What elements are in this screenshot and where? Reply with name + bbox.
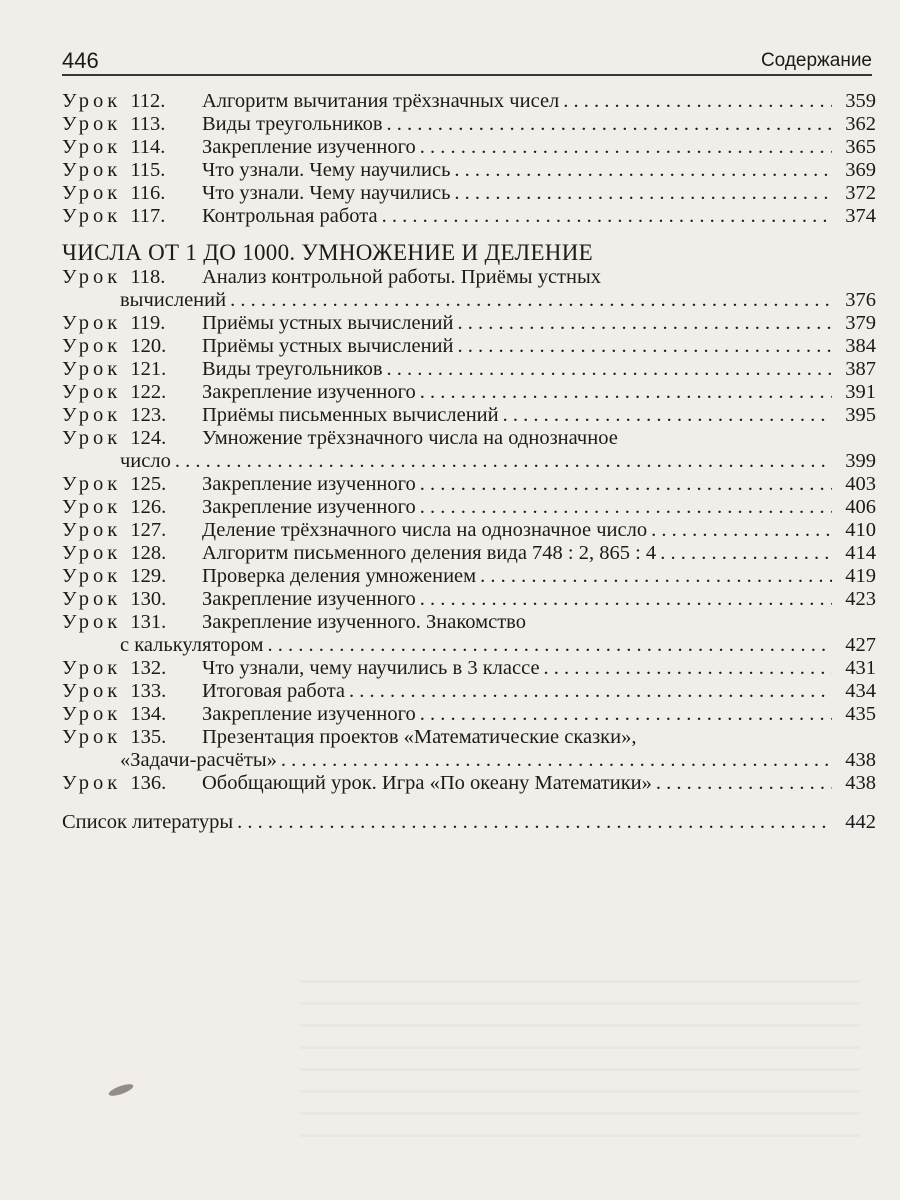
dot-leader xyxy=(267,634,832,657)
lesson-word: Урок xyxy=(62,312,122,334)
lesson-word: Урок xyxy=(62,772,122,794)
lesson-word: Урок xyxy=(62,136,122,158)
dot-leader xyxy=(230,289,832,312)
lesson-label xyxy=(62,113,202,136)
toc-entry[interactable] xyxy=(62,113,876,136)
lesson-word: Урок xyxy=(62,726,122,748)
toc-entry[interactable] xyxy=(62,726,876,749)
lesson-word: Урок xyxy=(62,496,122,518)
lesson-title: Закрепление изученного xyxy=(202,496,416,518)
lesson-title: Приёмы письменных вычислений xyxy=(202,404,499,426)
bibliography-page: 442 xyxy=(845,811,876,833)
lesson-label xyxy=(62,657,202,680)
lesson-number: 131. xyxy=(130,611,167,633)
toc-block-previous-section xyxy=(62,90,876,228)
page-ref: 435 xyxy=(845,703,876,725)
toc-entry-continuation[interactable] xyxy=(62,749,876,772)
dot-leader xyxy=(387,358,832,381)
page-ref: 395 xyxy=(845,404,876,426)
dot-leader xyxy=(387,113,832,136)
lesson-word: Урок xyxy=(62,542,122,564)
page-ref: 399 xyxy=(845,450,876,472)
page-ref: 406 xyxy=(845,496,876,518)
lesson-label xyxy=(62,404,202,427)
lesson-title: Анализ контрольной работы. Приёмы устных xyxy=(202,266,601,288)
lesson-number: 128. xyxy=(130,542,167,564)
lesson-number: 119. xyxy=(130,312,166,334)
dot-leader xyxy=(420,588,832,611)
lesson-number: 135. xyxy=(130,726,167,748)
lesson-title: Умножение трёхзначного числа на однозначное xyxy=(202,427,618,449)
table-of-contents xyxy=(62,90,876,834)
lesson-title: Закрепление изученного xyxy=(202,588,416,610)
toc-entry[interactable] xyxy=(62,519,876,542)
page-ref: 419 xyxy=(845,565,876,587)
lesson-title: Виды треугольников xyxy=(202,358,383,380)
lesson-word: Урок xyxy=(62,335,122,357)
lesson-label xyxy=(62,182,202,205)
dot-leader xyxy=(454,159,832,182)
lesson-number: 115. xyxy=(130,159,166,181)
lesson-number: 120. xyxy=(130,335,167,357)
toc-entry[interactable] xyxy=(62,404,876,427)
lesson-title: Что узнали. Чему научились xyxy=(202,159,451,181)
lesson-number: 121. xyxy=(130,358,167,380)
lesson-title: Презентация проектов «Математические сказки», xyxy=(202,726,637,748)
lesson-word: Урок xyxy=(62,159,122,181)
page-number: 446 xyxy=(62,48,99,73)
lesson-word: Урок xyxy=(62,588,122,610)
page-ref: 384 xyxy=(845,335,876,357)
lesson-title: Проверка деления умножением xyxy=(202,565,477,587)
lesson-word: Урок xyxy=(62,381,122,403)
lesson-word: Урок xyxy=(62,519,122,541)
dot-leader xyxy=(544,657,832,680)
dot-leader xyxy=(420,381,832,404)
lesson-number: 136. xyxy=(130,772,167,794)
lesson-label xyxy=(62,772,202,795)
lesson-word: Урок xyxy=(62,565,122,587)
lesson-title: Обобщающий урок. Игра «По океану Математики» xyxy=(202,772,652,794)
lesson-number: 113. xyxy=(130,113,166,135)
toc-entry[interactable] xyxy=(62,427,876,450)
lesson-title-cont: «Задачи-расчёты» xyxy=(120,749,277,771)
toc-entry[interactable] xyxy=(62,542,876,565)
toc-entry[interactable] xyxy=(62,496,876,519)
lesson-title-cont: число xyxy=(120,450,171,472)
lesson-title: Виды треугольников xyxy=(202,113,383,135)
lesson-number: 134. xyxy=(130,703,167,725)
lesson-title: Приёмы устных вычислений xyxy=(202,312,454,334)
dot-leader xyxy=(503,404,832,427)
bibliography-entry[interactable] xyxy=(62,811,876,834)
lesson-label xyxy=(62,312,202,335)
lesson-title: Итоговая работа xyxy=(202,680,346,702)
page-ref: 427 xyxy=(845,634,876,656)
toc-entry[interactable] xyxy=(62,381,876,404)
dot-leader xyxy=(480,565,832,588)
lesson-word: Урок xyxy=(62,182,122,204)
page-ref: 434 xyxy=(845,680,876,702)
running-title: Содержание xyxy=(760,50,872,71)
lesson-label xyxy=(62,726,202,749)
lesson-word: Урок xyxy=(62,611,122,633)
lesson-label xyxy=(62,335,202,358)
toc-entry[interactable] xyxy=(62,358,876,381)
lesson-word: Урок xyxy=(62,473,122,495)
lesson-word: Урок xyxy=(62,358,122,380)
lesson-number: 112. xyxy=(130,90,166,112)
lesson-word: Урок xyxy=(62,266,122,288)
lesson-label xyxy=(62,496,202,519)
lesson-title: Закрепление изученного. Знакомство xyxy=(202,611,526,633)
lesson-label xyxy=(62,519,202,542)
dot-leader xyxy=(420,473,832,496)
toc-entry[interactable] xyxy=(62,335,876,358)
dot-leader xyxy=(420,496,832,519)
lesson-word: Урок xyxy=(62,703,122,725)
lesson-label xyxy=(62,381,202,404)
lesson-label xyxy=(62,680,202,703)
page-ref: 414 xyxy=(845,542,876,564)
lesson-label xyxy=(62,611,202,634)
lesson-title: Закрепление изученного xyxy=(202,473,416,495)
toc-entry[interactable] xyxy=(62,565,876,588)
toc-entry[interactable] xyxy=(62,90,876,113)
page-ref: 374 xyxy=(845,205,876,227)
lesson-word: Урок xyxy=(62,657,122,679)
page-ref: 369 xyxy=(845,159,876,181)
lesson-number: 129. xyxy=(130,565,167,587)
page-ref: 387 xyxy=(845,358,876,380)
lesson-number: 130. xyxy=(130,588,167,610)
lesson-number: 122. xyxy=(130,381,167,403)
lesson-word: Урок xyxy=(62,205,122,227)
bibliography-title: Список литературы xyxy=(62,811,234,833)
lesson-word: Урок xyxy=(62,113,122,135)
lesson-title: Что узнали. Чему научились xyxy=(202,182,451,204)
lesson-title: Что узнали, чему научились в 3 классе xyxy=(202,657,540,679)
lesson-label xyxy=(62,565,202,588)
toc-block-section xyxy=(62,266,876,795)
dot-leader xyxy=(420,136,832,159)
lesson-title: Приёмы устных вычислений xyxy=(202,335,454,357)
dot-leader xyxy=(563,90,832,113)
toc-entry[interactable] xyxy=(62,136,876,159)
dot-leader xyxy=(420,703,832,726)
lesson-number: 126. xyxy=(130,496,167,518)
section-heading: ЧИСЛА ОТ 1 ДО 1000. УМНОЖЕНИЕ И ДЕЛЕНИЕ xyxy=(62,240,593,265)
lesson-label xyxy=(62,427,202,450)
dot-leader xyxy=(660,542,832,565)
page-ref: 423 xyxy=(845,588,876,610)
toc-entry[interactable] xyxy=(62,611,876,634)
dot-leader xyxy=(656,772,832,795)
lesson-word: Урок xyxy=(62,680,122,702)
lesson-number: 124. xyxy=(130,427,167,449)
page-header xyxy=(62,44,872,76)
page-ref: 376 xyxy=(845,289,876,311)
page-ref: 365 xyxy=(845,136,876,158)
lesson-label xyxy=(62,266,202,289)
lesson-title: Контрольная работа xyxy=(202,205,378,227)
lesson-label xyxy=(62,159,202,182)
lesson-number: 132. xyxy=(130,657,167,679)
toc-entry[interactable] xyxy=(62,312,876,335)
lesson-number: 114. xyxy=(130,136,166,158)
page-ref: 438 xyxy=(845,772,876,794)
dot-leader xyxy=(175,450,832,473)
lesson-number: 117. xyxy=(130,205,166,227)
lesson-label xyxy=(62,90,202,113)
dot-leader xyxy=(237,811,832,834)
dot-leader xyxy=(349,680,832,703)
lesson-number: 125. xyxy=(130,473,167,495)
lesson-title: Деление трёхзначного числа на однозначное число xyxy=(202,519,648,541)
bleed-through-text xyxy=(300,980,860,1150)
toc-entry-continuation[interactable] xyxy=(62,450,876,473)
lesson-number: 133. xyxy=(130,680,167,702)
lesson-label xyxy=(62,473,202,496)
lesson-title: Закрепление изученного xyxy=(202,703,416,725)
toc-entry[interactable] xyxy=(62,159,876,182)
lesson-title: Закрепление изученного xyxy=(202,381,416,403)
dot-leader xyxy=(458,335,833,358)
ink-smudge xyxy=(107,1082,134,1098)
page-ref: 359 xyxy=(845,90,876,112)
lesson-label xyxy=(62,542,202,565)
lesson-word: Урок xyxy=(62,90,122,112)
toc-entry[interactable] xyxy=(62,588,876,611)
page-ref: 391 xyxy=(845,381,876,403)
lesson-title: Алгоритм письменного деления вида 748 : 2, 865 : 4 xyxy=(202,542,657,564)
toc-entry[interactable] xyxy=(62,182,876,205)
page-ref: 362 xyxy=(845,113,876,135)
lesson-title-cont: вычислений xyxy=(120,289,227,311)
toc-entry[interactable] xyxy=(62,473,876,496)
lesson-title: Алгоритм вычитания трёхзначных чисел xyxy=(202,90,560,112)
page-ref: 438 xyxy=(845,749,876,771)
lesson-label xyxy=(62,205,202,228)
page-ref: 379 xyxy=(845,312,876,334)
dot-leader xyxy=(281,749,832,772)
lesson-number: 127. xyxy=(130,519,167,541)
dot-leader xyxy=(454,182,832,205)
toc-entry[interactable] xyxy=(62,266,876,289)
lesson-number: 116. xyxy=(130,182,166,204)
lesson-word: Урок xyxy=(62,427,122,449)
lesson-title: Закрепление изученного xyxy=(202,136,416,158)
lesson-title-cont: с калькулятором xyxy=(120,634,264,656)
page-ref: 372 xyxy=(845,182,876,204)
lesson-label xyxy=(62,703,202,726)
lesson-label xyxy=(62,588,202,611)
toc-entry[interactable] xyxy=(62,205,876,228)
dot-leader xyxy=(382,205,832,228)
toc-entry-continuation[interactable] xyxy=(62,634,876,657)
toc-entry[interactable] xyxy=(62,703,876,726)
dot-leader xyxy=(458,312,833,335)
page-ref: 431 xyxy=(845,657,876,679)
lesson-number: 118. xyxy=(130,266,166,288)
toc-entry[interactable] xyxy=(62,680,876,703)
lesson-word: Урок xyxy=(62,404,122,426)
toc-entry[interactable] xyxy=(62,772,876,795)
lesson-label xyxy=(62,136,202,159)
page-ref: 410 xyxy=(845,519,876,541)
toc-entry-continuation[interactable] xyxy=(62,289,876,312)
lesson-label xyxy=(62,358,202,381)
lesson-number: 123. xyxy=(130,404,167,426)
dot-leader xyxy=(651,519,832,542)
page-ref: 403 xyxy=(845,473,876,495)
toc-entry[interactable] xyxy=(62,657,876,680)
